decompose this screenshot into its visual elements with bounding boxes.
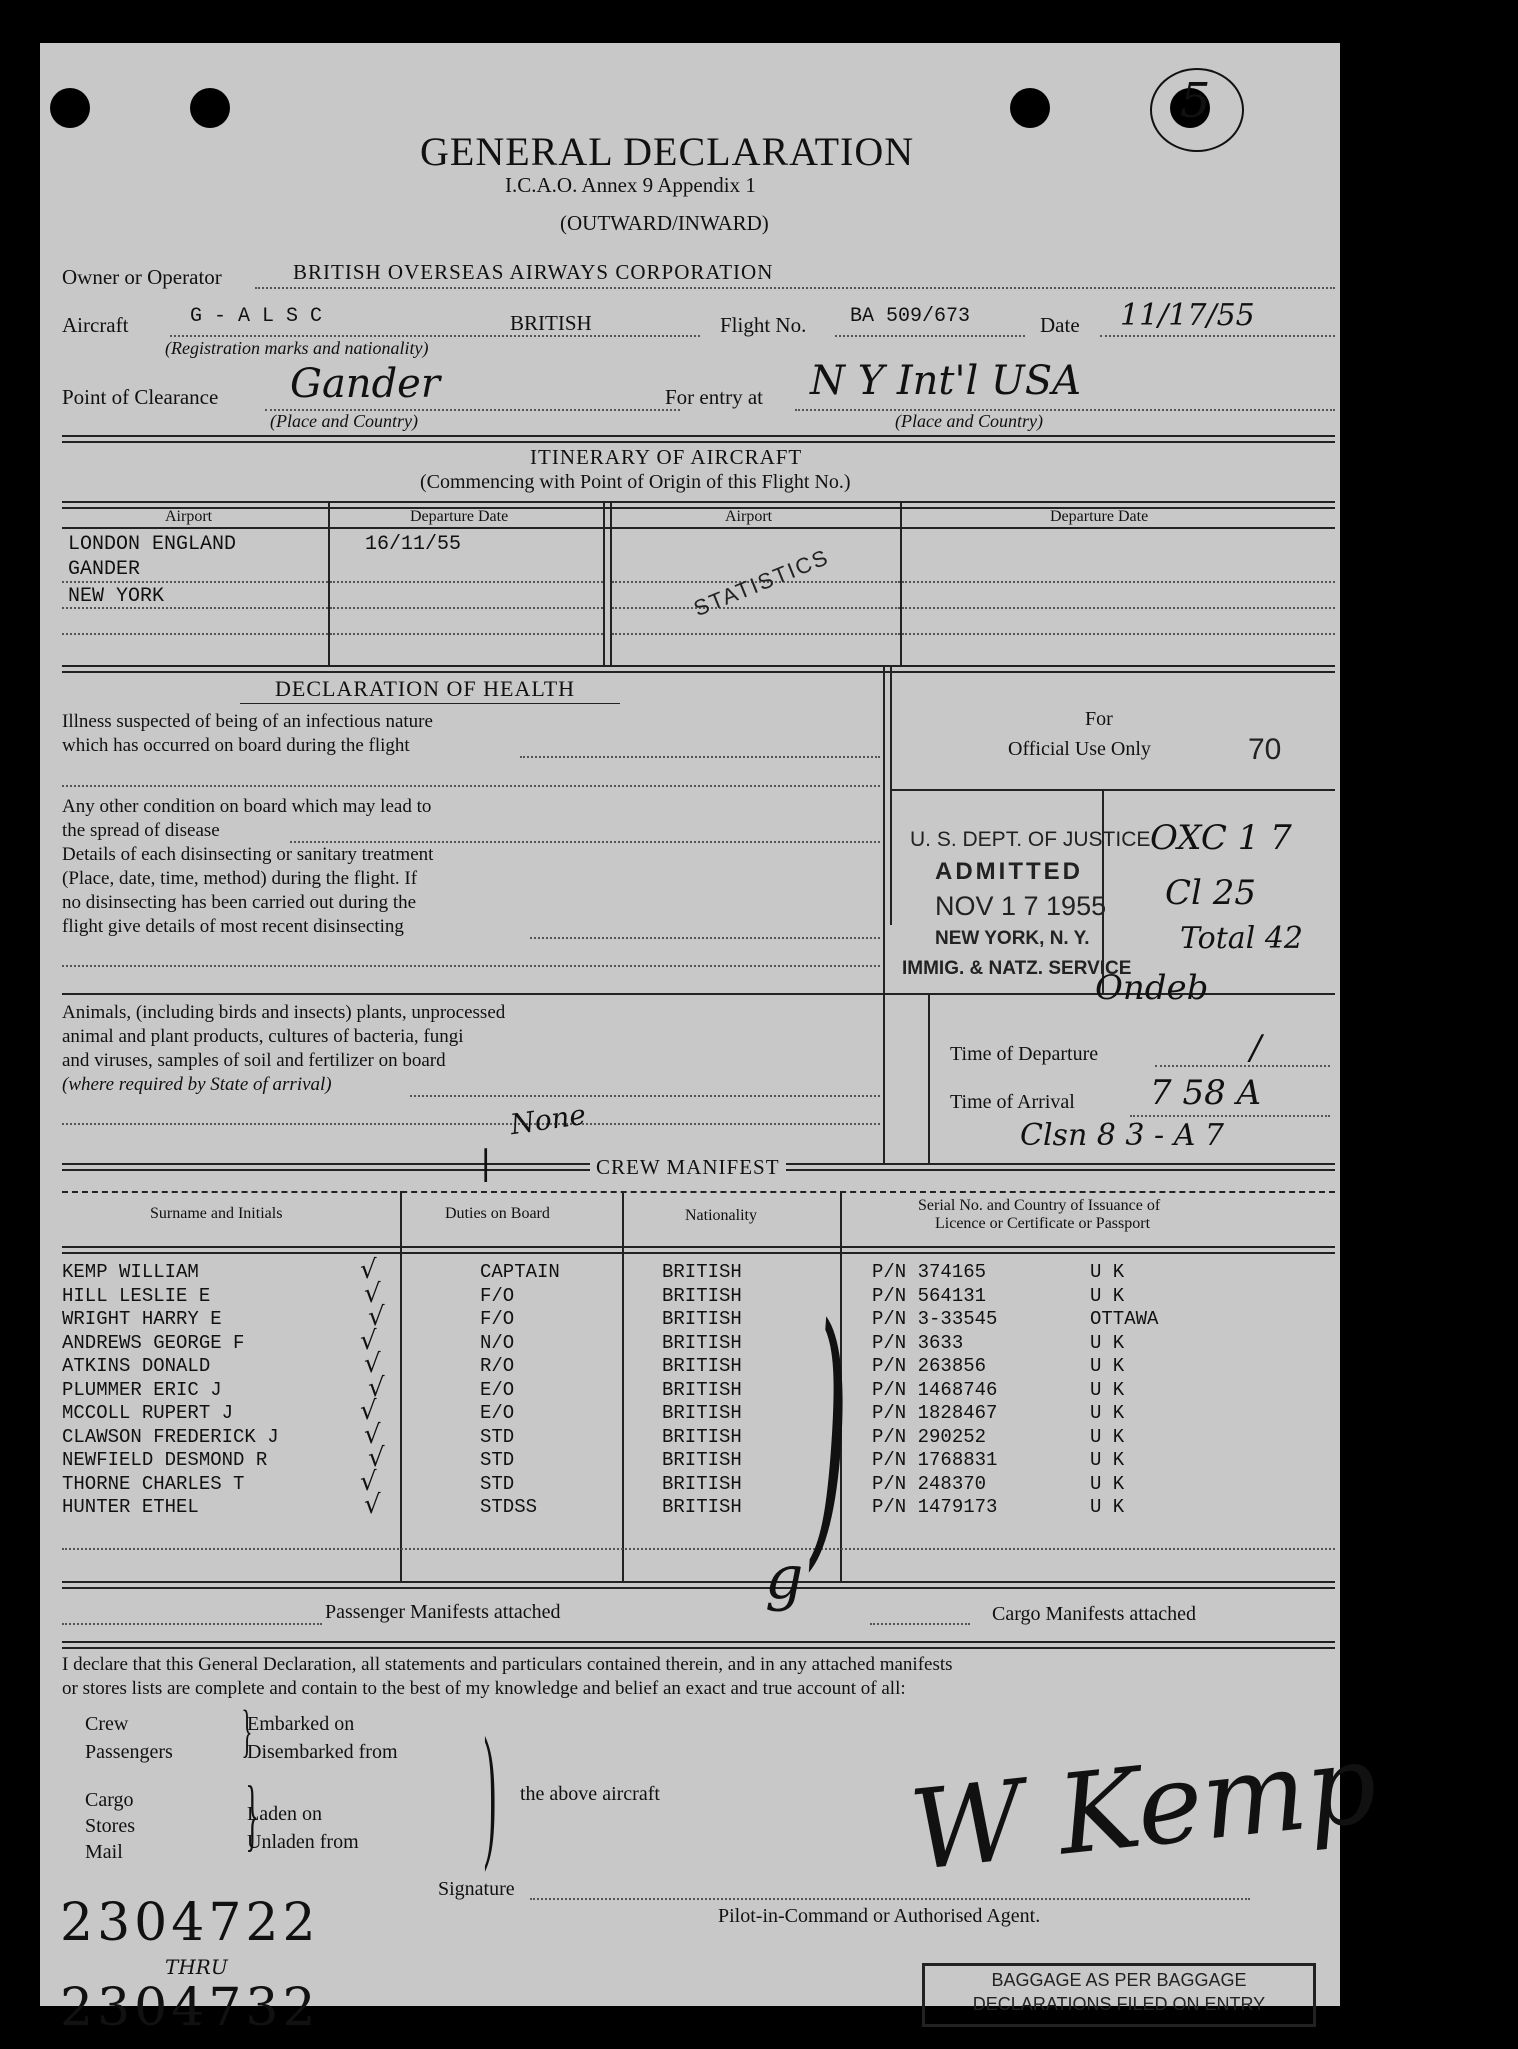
crew-name: HILL LESLIE E	[62, 1284, 211, 1307]
decl-embarked: Embarked on	[247, 1713, 355, 1735]
crew-col-serial: Licence or Certificate or Passport	[935, 1215, 1151, 1232]
registration-note: (Registration marks and nationality)	[165, 338, 429, 358]
crew-duty: STD	[480, 1449, 515, 1471]
itinerary-col-airport-2: Airport	[725, 508, 773, 525]
aircraft-registration: G - A L S C	[190, 305, 323, 328]
crew-col-nationality: Nationality	[685, 1207, 757, 1224]
itinerary-col-departure: Departure Date	[410, 508, 509, 525]
punch-hole	[50, 88, 90, 128]
crew-serial: P/N 564131	[872, 1284, 987, 1307]
health-q4-line: Animals, (including birds and insects) plants, unprocessed	[62, 1002, 506, 1023]
form-subtitle: I.C.A.O. Annex 9 Appendix 1	[505, 173, 756, 197]
crew-nationality: BRITISH	[662, 1402, 742, 1424]
cargo-manifest-label: Cargo Manifests attached	[992, 1603, 1197, 1625]
health-q1-line: Illness suspected of being of an infectious nature	[62, 711, 433, 732]
footer-number: 2304732	[60, 1978, 320, 2038]
flight-label: Flight No.	[720, 313, 807, 337]
arrival-time-value: 7 58 A	[1150, 1073, 1262, 1113]
crew-country: U K	[1090, 1449, 1125, 1471]
immigration-stamp-service: IMMIG. & NATZ. SERVICE	[902, 958, 1132, 979]
check-mark: √	[360, 1466, 377, 1497]
official-hand-note: Total 42	[1180, 921, 1303, 956]
official-number: 70	[1248, 733, 1282, 766]
punch-hole	[190, 88, 230, 128]
statistics-stamp: STATISTICS	[690, 544, 833, 622]
check-mark: √	[364, 1419, 381, 1450]
crew-duty: STDSS	[480, 1496, 538, 1518]
crew-nationality: BRITISH	[662, 1355, 742, 1377]
form-title: GENERAL DECLARATION	[420, 129, 915, 174]
decl-unladen: Unladen from	[247, 1831, 359, 1853]
crew-col-name: Surname and Initials	[150, 1205, 283, 1222]
crew-name: HUNTER ETHEL	[62, 1496, 199, 1518]
form-direction: (OUTWARD/INWARD)	[560, 211, 769, 235]
crew-country: U K	[1090, 1378, 1125, 1401]
immigration-stamp-city: NEW YORK, N. Y.	[935, 928, 1090, 949]
crew-duty: CAPTAIN	[480, 1261, 560, 1283]
pilot-signature: W Kemp	[904, 1718, 1383, 1896]
crew-serial: P/N 1468746	[872, 1378, 998, 1401]
crew-serial: P/N 248370	[872, 1472, 987, 1495]
check-mark: √	[364, 1278, 381, 1309]
crew-name: ANDREWS GEORGE F	[62, 1331, 245, 1354]
crew-title: CREW MANIFEST	[590, 1155, 786, 1180]
itinerary-row-airport: LONDON ENGLAND	[68, 533, 237, 556]
crew-country: U K	[1090, 1284, 1125, 1307]
baggage-line: BAGGAGE AS PER BAGGAGE	[991, 1970, 1247, 1990]
decl-mail: Mail	[85, 1841, 123, 1863]
crew-serial: P/N 1768831	[872, 1449, 998, 1471]
itinerary-row-airport: NEW YORK	[68, 585, 165, 608]
check-mark: √	[364, 1490, 381, 1520]
crew-col-duty: Duties on Board	[445, 1205, 550, 1222]
immigration-stamp-dept: U. S. DEPT. OF JUSTICE	[910, 828, 1151, 851]
crew-serial: P/N 290252	[872, 1425, 987, 1448]
check-mark: √	[360, 1325, 377, 1356]
crew-duty: F/O	[480, 1284, 515, 1307]
immigration-stamp-date: NOV 1 7 1955	[935, 891, 1107, 921]
crew-duty: E/O	[480, 1378, 515, 1401]
crew-name: ATKINS DONALD	[62, 1355, 211, 1377]
health-q1-line: which has occurred on board during the flight	[62, 735, 410, 756]
check-mark: √	[360, 1396, 377, 1426]
entry-label: For entry at	[665, 385, 763, 409]
crew-name: PLUMMER ERIC J	[62, 1378, 222, 1401]
itinerary-subtitle: (Commencing with Point of Origin of this Flight No.)	[420, 471, 851, 493]
immigration-stamp-admitted: ADMITTED	[935, 858, 1083, 885]
crew-name: NEWFIELD DESMOND R	[62, 1449, 268, 1471]
brace: }	[245, 1771, 259, 1859]
decl-laden: Laden on	[247, 1803, 322, 1825]
crew-country: U K	[1090, 1472, 1125, 1495]
crew-country: U K	[1090, 1261, 1125, 1283]
health-q3-line: no disinsecting has been carried out during the	[62, 892, 417, 913]
health-q3-line: Details of each disinsecting or sanitary treatment	[62, 844, 434, 865]
crew-serial: P/N 374165	[872, 1261, 987, 1283]
crew-name: MCCOLL RUPERT J	[62, 1402, 234, 1424]
crew-serial: P/N 1479173	[872, 1496, 998, 1518]
crew-serial: P/N 3633	[872, 1331, 964, 1354]
hand-mark: g	[765, 1543, 804, 1613]
official-hand-note: Cl 25	[1165, 873, 1256, 913]
declaration-line: or stores lists are complete and contain to the best of my knowledge and belief an exact and true account of all:	[62, 1678, 906, 1699]
decl-cargo: Cargo	[85, 1789, 134, 1811]
arrival-hand-note: Clsn 8 3 - A 7	[1020, 1118, 1225, 1153]
clearance-label: Point of Clearance	[62, 385, 219, 409]
punch-hole	[1010, 88, 1050, 128]
crew-nationality: BRITISH	[662, 1378, 742, 1401]
date-label: Date	[1040, 313, 1080, 337]
health-q2-line: the spread of disease	[62, 820, 220, 841]
itinerary-row-airport: GANDER	[68, 558, 141, 581]
signature-label: Signature	[438, 1878, 515, 1900]
crew-duty: F/O	[480, 1308, 515, 1330]
health-q4-note: None	[508, 1097, 588, 1142]
crew-col-serial: Serial No. and Country of Issuance of	[918, 1197, 1161, 1214]
crew-country: U K	[1090, 1496, 1125, 1518]
declaration-line: I declare that this General Declaration, all statements and particulars contained therein, and in any attached manifests	[62, 1654, 953, 1675]
owner-value: BRITISH OVERSEAS AIRWAYS CORPORATION	[293, 260, 774, 284]
crew-nationality: BRITISH	[662, 1449, 742, 1471]
page-mark: 5	[1180, 73, 1211, 129]
crew-serial: P/N 1828467	[872, 1402, 998, 1424]
passenger-manifest-label: Passenger Manifests attached	[325, 1601, 561, 1623]
crew-nationality: BRITISH	[662, 1261, 742, 1283]
itinerary-title: ITINERARY OF AIRCRAFT	[530, 445, 803, 469]
crew-name: WRIGHT HARRY E	[62, 1308, 222, 1330]
owner-label: Owner or Operator	[62, 265, 222, 289]
date-value: 11/17/55	[1120, 298, 1255, 333]
official-hand-note: Ondeb	[1095, 968, 1209, 1008]
health-q4-line: animal and plant products, cultures of bacteria, fungi	[62, 1026, 464, 1047]
itinerary-col-airport: Airport	[165, 508, 213, 525]
brace: }	[241, 1698, 253, 1763]
crew-duty: STD	[480, 1425, 515, 1448]
check-mark: √	[368, 1372, 385, 1403]
check-mark: √	[368, 1443, 385, 1473]
decl-crew: Crew	[85, 1713, 129, 1735]
official-label-for: For	[1085, 708, 1113, 730]
health-q3-line: (Place, date, time, method) during the flight. If	[62, 868, 418, 889]
aircraft-nationality: BRITISH	[510, 311, 592, 335]
official-hand-note: OXC 1 7	[1150, 818, 1292, 858]
crew-country: U K	[1090, 1425, 1125, 1448]
crew-country: OTTAWA	[1090, 1308, 1159, 1330]
crew-serial: P/N 3-33545	[872, 1308, 998, 1330]
pilot-label: Pilot-in-Command or Authorised Agent.	[718, 1905, 1041, 1927]
check-mark: √	[364, 1349, 381, 1379]
entry-value: N Y Int'l USA	[810, 358, 1081, 404]
decl-above-aircraft: the above aircraft	[520, 1783, 660, 1805]
footer-thru: THRU	[165, 1955, 228, 1979]
check-mark: √	[368, 1302, 385, 1332]
official-label: Official Use Only	[1008, 738, 1151, 760]
hand-mark: |	[480, 1143, 492, 1183]
footer-number: 2304722	[60, 1893, 320, 1953]
crew-serial: P/N 263856	[872, 1355, 987, 1377]
crew-name: CLAWSON FREDERICK J	[62, 1425, 279, 1448]
decl-passengers: Passengers	[85, 1741, 173, 1763]
itinerary-row-departure: 16/11/55	[365, 533, 462, 556]
itinerary-col-departure-2: Departure Date	[1050, 508, 1149, 525]
baggage-line: DECLARATIONS FILED ON ENTRY	[972, 1994, 1266, 2014]
crew-duty: STD	[480, 1472, 515, 1495]
crew-nationality: BRITISH	[662, 1472, 742, 1495]
aircraft-label: Aircraft	[62, 313, 129, 337]
crew-nationality: BRITISH	[662, 1331, 742, 1354]
crew-duty: E/O	[480, 1402, 515, 1424]
health-q3-line: flight give details of most recent disinsecting	[62, 916, 404, 937]
health-q4-line: and viruses, samples of soil and fertilizer on board	[62, 1050, 446, 1071]
departure-time-value: /	[1250, 1028, 1262, 1068]
entry-place-note: (Place and Country)	[895, 411, 1043, 431]
baggage-stamp	[922, 1963, 1316, 2027]
crew-nationality: BRITISH	[662, 1308, 742, 1330]
health-q4-line: (where required by State of arrival)	[62, 1074, 332, 1095]
health-title: DECLARATION OF HEALTH	[275, 676, 576, 701]
health-q2-line: Any other condition on board which may lead to	[62, 796, 432, 817]
crew-nationality: BRITISH	[662, 1425, 742, 1448]
crew-country: U K	[1090, 1402, 1125, 1424]
crew-duty: R/O	[480, 1355, 515, 1377]
crew-name: THORNE CHARLES T	[62, 1472, 245, 1495]
crew-nationality: BRITISH	[662, 1284, 742, 1307]
crew-nationality: BRITISH	[662, 1496, 742, 1518]
decl-disembarked: Disembarked from	[247, 1741, 398, 1763]
clearance-place-note: (Place and Country)	[270, 411, 418, 431]
departure-time-label: Time of Departure	[950, 1043, 1099, 1065]
clearance-value: Gander	[290, 361, 440, 407]
hand-bracket: )	[810, 1270, 849, 1596]
flight-value: BA 509/673	[850, 305, 971, 328]
arrival-time-label: Time of Arrival	[950, 1091, 1075, 1113]
crew-duty: N/O	[480, 1331, 515, 1354]
declaration-form	[40, 43, 1383, 2038]
crew-country: U K	[1090, 1355, 1125, 1377]
crew-name: KEMP WILLIAM	[62, 1261, 199, 1283]
brace: )	[483, 1707, 497, 1873]
crew-country: U K	[1090, 1331, 1125, 1354]
check-mark: √	[360, 1255, 377, 1285]
decl-stores: Stores	[85, 1815, 135, 1837]
